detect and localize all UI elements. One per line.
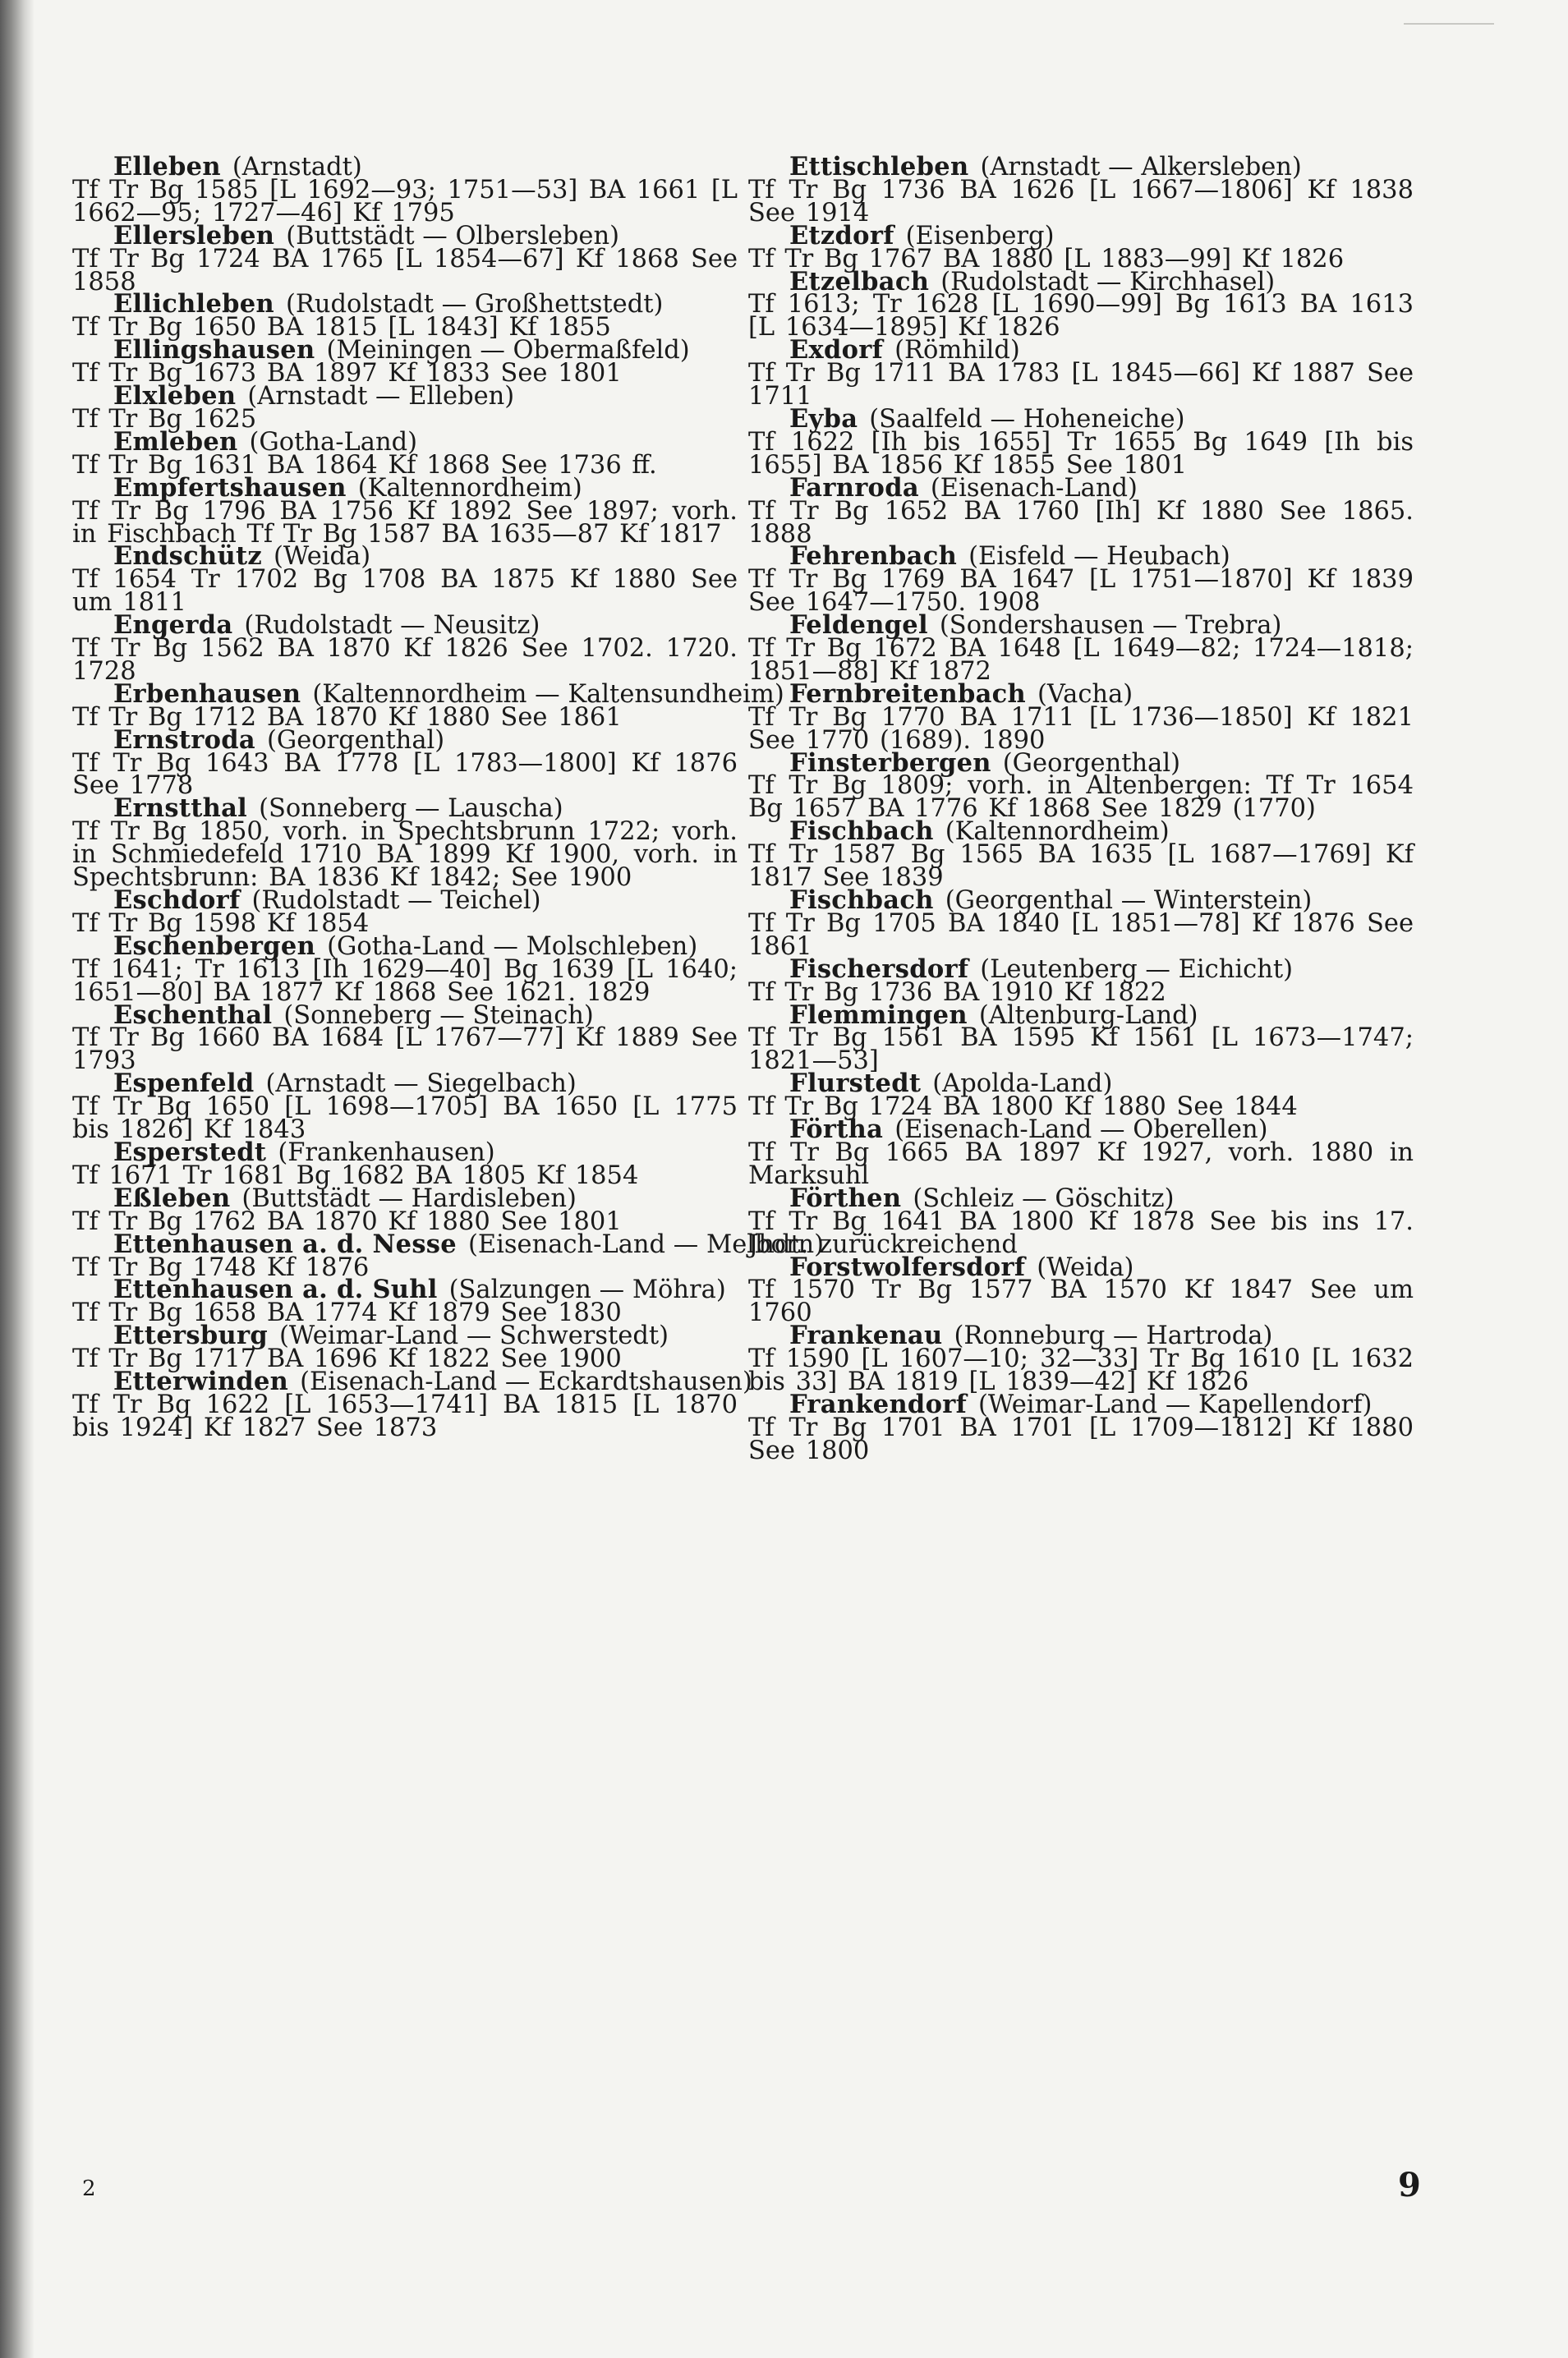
record-details: Tf Tr Bg 1673 BA 1897 Kf 1833 See 1801 xyxy=(72,359,622,388)
place-name: Ellersleben xyxy=(113,220,275,251)
place-region: (Altenburg-Land) xyxy=(978,1000,1198,1030)
place-name: Eschenthal xyxy=(113,1000,273,1030)
gazetteer-entry xyxy=(72,724,738,801)
place-region: (Leutenberg — Eichicht) xyxy=(980,954,1294,984)
record-details: Tf Tr Bg 1809; vorh. in Altenbergen: Tf Tr 1654 Bg 1657 BA 1776 Kf 1868 See 1829 (1770) xyxy=(748,771,1414,824)
record-details: Tf Tr Bg 1622 [L 1653—1741] BA 1815 [L 1870 bis 1924] Kf 1827 See 1873 xyxy=(72,1390,738,1442)
place-name: Frankendorf xyxy=(789,1389,967,1419)
record-details: Tf 1641; Tr 1613 [Ih 1629—40] Bg 1639 [L 1640; 1651—80] BA 1877 Kf 1868 See 1621. 1829 xyxy=(72,954,738,1007)
gazetteer-entry xyxy=(748,266,1414,342)
place-name: Ettersburg xyxy=(113,1321,268,1351)
place-region: (Georgenthal) xyxy=(266,725,445,755)
gazetteer-entry xyxy=(72,472,738,549)
record-details: Tf Tr Bg 1598 Kf 1854 xyxy=(72,908,370,938)
place-region: (Georgenthal — Winterstein) xyxy=(945,886,1313,915)
record-details: Tf 1613; Tr 1628 [L 1690—99] Bg 1613 BA 1613 [L 1634—1895] Kf 1826 xyxy=(748,290,1414,342)
gazetteer-entry xyxy=(72,335,738,388)
place-region: (Arnstadt — Siegelbach) xyxy=(265,1069,577,1099)
gazetteer-entry xyxy=(72,1137,738,1190)
gazetteer-entry xyxy=(72,1069,738,1145)
gazetteer-entry xyxy=(72,678,784,732)
place-name: Etterwinden xyxy=(113,1367,289,1397)
record-details: Tf Tr Bg 1748 Kf 1876 xyxy=(72,1253,370,1282)
place-name: Ettischleben xyxy=(789,152,969,182)
gazetteer-entry xyxy=(748,1069,1414,1122)
place-name: Ettenhausen a. d. Nesse xyxy=(113,1229,457,1259)
gazetteer-entry xyxy=(72,1000,738,1076)
gazetteer-entry xyxy=(72,1321,738,1374)
place-name: Fischbach xyxy=(789,816,934,847)
right-column xyxy=(748,152,1414,1465)
place-region: (Weida) xyxy=(1037,1253,1134,1282)
place-region: (Arnstadt — Alkersleben) xyxy=(980,153,1302,182)
place-name: Fischersdorf xyxy=(789,954,969,984)
gazetteer-entry xyxy=(748,747,1414,824)
place-name: Espenfeld xyxy=(113,1069,255,1099)
place-name: Erbenhausen xyxy=(113,678,301,709)
place-region: (Eisenach-Land — Melborn) xyxy=(467,1230,825,1259)
gazetteer-entry xyxy=(748,1115,1414,1190)
gazetteer-entry xyxy=(72,1183,738,1236)
gazetteer-entry xyxy=(748,220,1414,273)
place-region: (Saalfeld — Hoheneiche) xyxy=(869,404,1185,434)
record-details: Tf Tr Bg 1762 BA 1870 Kf 1880 See 1801 xyxy=(72,1207,622,1236)
record-details: Tf Tr Bg 1769 BA 1647 [L 1751—1870] Kf 1839 See 1647—1750. 1908 xyxy=(748,565,1414,618)
printer-signature: 2 xyxy=(82,2176,96,2201)
place-region: (Kaltennordheim) xyxy=(945,817,1170,847)
gazetteer-entry xyxy=(72,793,738,893)
place-name: Feldengel xyxy=(789,610,928,641)
gazetteer-entry xyxy=(748,152,1414,228)
place-name: Exdorf xyxy=(789,335,884,365)
place-name: Förtha xyxy=(789,1115,884,1145)
place-name: Ettenhausen a. d. Suhl xyxy=(113,1275,438,1305)
record-details: Tf Tr Bg 1665 BA 1897 Kf 1927, vorh. 1880 in Marksuhl xyxy=(748,1138,1414,1190)
place-region: (Eisfeld — Heubach) xyxy=(968,542,1230,572)
gazetteer-entry xyxy=(72,220,738,296)
record-details: Tf Tr Bg 1736 BA 1626 [L 1667—1806] Kf 1838 See 1914 xyxy=(748,175,1414,228)
place-region: (Vacha) xyxy=(1037,679,1133,709)
place-name: Elxleben xyxy=(113,381,237,411)
gazetteer-entry xyxy=(748,1183,1414,1259)
place-region: (Sondershausen — Trebra) xyxy=(939,611,1282,641)
gazetteer-entry xyxy=(72,152,738,228)
gazetteer-entry xyxy=(72,1367,752,1442)
place-region: (Salzungen — Möhra) xyxy=(448,1276,726,1305)
gazetteer-entry xyxy=(72,289,738,342)
gazetteer-entry xyxy=(748,610,1414,686)
place-name: Förthen xyxy=(789,1183,902,1213)
place-name: Ellichleben xyxy=(113,289,274,319)
record-details: Tf Tr Bg 1585 [L 1692—93; 1751—53] BA 1661 [L 1662—95; 1727—46] Kf 1795 xyxy=(72,175,738,228)
record-details: Tf Tr Bg 1641 BA 1800 Kf 1878 See bis ins 17. Jhdt. zurückreichend xyxy=(748,1207,1414,1259)
place-region: (Frankenhausen) xyxy=(278,1138,495,1167)
gazetteer-entry xyxy=(748,1252,1414,1328)
place-region: (Arnstadt) xyxy=(232,153,362,182)
place-name: Ernstthal xyxy=(113,793,248,824)
gazetteer-entry xyxy=(748,335,1414,411)
gazetteer-entry xyxy=(72,426,738,480)
record-details: Tf Tr Bg 1701 BA 1701 [L 1709—1812] Kf 1880 See 1800 xyxy=(748,1413,1414,1465)
record-details: Tf Tr Bg 1770 BA 1711 [L 1736—1850] Kf 1821 See 1770 (1689). 1890 xyxy=(748,702,1414,755)
record-details: Tf Tr Bg 1562 BA 1870 Kf 1826 See 1702. 1720. 1728 xyxy=(72,634,738,686)
record-details: Tf Tr Bg 1650 BA 1815 [L 1843] Kf 1855 xyxy=(72,313,611,342)
place-name: Esperstedt xyxy=(113,1137,267,1167)
place-region: (Georgenthal) xyxy=(1002,748,1180,778)
gazetteer-entry xyxy=(72,541,738,618)
record-details: Tf 1590 [L 1607—10; 32—33] Tr Bg 1610 [L 1632 bis 33] BA 1819 [L 1839—42] Kf 1826 xyxy=(748,1344,1414,1397)
place-name: Etzdorf xyxy=(789,220,894,251)
place-region: (Kaltennordheim) xyxy=(357,473,582,503)
record-details: Tf Tr Bg 1767 BA 1880 [L 1883—99] Kf 1826 xyxy=(748,244,1345,273)
place-region: (Eisenach-Land) xyxy=(930,473,1138,503)
record-details: Tf Tr Bg 1658 BA 1774 Kf 1879 See 1830 xyxy=(72,1299,622,1328)
place-region: (Meiningen — Obermaßfeld) xyxy=(326,336,690,365)
place-region: (Weimar-Land — Schwerstedt) xyxy=(278,1321,669,1351)
place-region: (Sonneberg — Steinach) xyxy=(283,1000,594,1030)
place-name: Eyba xyxy=(789,403,858,434)
place-name: Fernbreitenbach xyxy=(789,678,1027,709)
place-region: (Buttstädt — Olbersleben) xyxy=(286,221,619,251)
gazetteer-entry xyxy=(72,610,738,686)
record-details: Tf Tr Bg 1631 BA 1864 Kf 1868 See 1736 ff. xyxy=(72,450,657,480)
place-region: (Ronneburg — Hartroda) xyxy=(954,1321,1273,1351)
record-details: Tf 1570 Tr Bg 1577 BA 1570 Kf 1847 See um 1760 xyxy=(748,1276,1414,1328)
page-number: 9 xyxy=(1398,2166,1421,2204)
place-region: (Arnstadt — Elleben) xyxy=(247,382,515,411)
place-region: (Sonneberg — Lauscha) xyxy=(259,794,563,824)
gazetteer-entry xyxy=(72,931,738,1007)
record-details: Tf Tr Bg 1796 BA 1756 Kf 1892 See 1897; vorh. in Fischbach Tf Tr Bg 1587 BA 1635—87 Kf 1817 xyxy=(72,496,738,549)
record-details: Tf Tr Bg 1652 BA 1760 [Ih] Kf 1880 See 1865. 1888 xyxy=(748,496,1414,549)
record-details: Tf Tr Bg 1712 BA 1870 Kf 1880 See 1861 xyxy=(72,702,622,732)
place-region: (Gotha-Land) xyxy=(249,427,418,457)
place-name: Flurstedt xyxy=(789,1069,922,1099)
gazetteer-entry xyxy=(748,541,1414,618)
place-name: Flemmingen xyxy=(789,1000,968,1030)
place-region: (Rudolstadt — Kirchhasel) xyxy=(940,267,1276,296)
record-details: Tf Tr Bg 1650 [L 1698—1705] BA 1650 [L 1775 bis 1826] Kf 1843 xyxy=(72,1092,738,1145)
record-details: Tf 1671 Tr 1681 Bg 1682 BA 1805 Kf 1854 xyxy=(72,1161,639,1190)
record-details: Tf Tr Bg 1660 BA 1684 [L 1767—77] Kf 1889 See 1793 xyxy=(72,1023,738,1076)
gazetteer-entry xyxy=(748,954,1414,1007)
record-details: Tf 1654 Tr 1702 Bg 1708 BA 1875 Kf 1880 See um 1811 xyxy=(72,565,738,618)
place-name: Fehrenbach xyxy=(789,541,958,572)
gazetteer-entry xyxy=(748,885,1414,961)
gazetteer-entry xyxy=(748,678,1414,755)
place-region: (Römhild) xyxy=(894,336,1020,365)
gazetteer-entry xyxy=(748,472,1414,549)
place-name: Eschenbergen xyxy=(113,931,316,961)
place-name: Elleben xyxy=(113,152,221,182)
record-details: Tf Tr Bg 1736 BA 1910 Kf 1822 xyxy=(748,977,1166,1007)
record-details: Tf Tr Bg 1561 BA 1595 Kf 1561 [L 1673—1747; 1821—53] xyxy=(748,1023,1414,1076)
place-region: (Rudolstadt — Teichel) xyxy=(251,886,541,915)
record-details: Tf 1622 [Ih bis 1655] Tr 1655 Bg 1649 [Ih bis 1655] BA 1856 Kf 1855 See 1801 xyxy=(748,427,1414,480)
place-region: (Eisenach-Land — Oberellen) xyxy=(894,1115,1268,1145)
binding-edge xyxy=(0,0,34,2358)
place-region: (Eisenach-Land — Eckardtshausen) xyxy=(300,1367,752,1397)
record-details: Tf Tr Bg 1711 BA 1783 [L 1845—66] Kf 1887 See 1711 xyxy=(748,359,1414,411)
record-details: Tf Tr Bg 1672 BA 1648 [L 1649—82; 1724—1818; 1851—88] Kf 1872 xyxy=(748,634,1414,686)
place-region: (Rudolstadt — Neusitz) xyxy=(244,611,540,641)
gazetteer-entry xyxy=(748,1000,1414,1076)
place-name: Finsterbergen xyxy=(789,747,991,778)
place-region: (Kaltennordheim — Kaltensundheim) xyxy=(312,679,784,709)
place-name: Etzelbach xyxy=(789,266,930,296)
place-region: (Eisenberg) xyxy=(905,221,1055,251)
record-details: Tf Tr Bg 1643 BA 1778 [L 1783—1800] Kf 1876 See 1778 xyxy=(72,748,738,801)
place-name: Engerda xyxy=(113,610,233,641)
place-region: (Weida) xyxy=(273,542,371,572)
gazetteer-entry xyxy=(72,1275,738,1328)
place-name: Eßleben xyxy=(113,1183,231,1213)
gazetteer-entry xyxy=(72,1229,825,1282)
place-name: Farnroda xyxy=(789,472,919,503)
place-region: (Schleiz — Göschitz) xyxy=(913,1184,1175,1213)
gazetteer-entry xyxy=(72,381,738,434)
place-name: Endschütz xyxy=(113,541,262,572)
record-details: Tf Tr Bg 1717 BA 1696 Kf 1822 See 1900 xyxy=(72,1344,622,1374)
place-name: Eschdorf xyxy=(113,885,241,915)
gazetteer-entry xyxy=(748,1321,1414,1397)
place-region: (Apolda-Land) xyxy=(932,1069,1113,1099)
place-name: Empfertshausen xyxy=(113,472,347,503)
place-name: Frankenau xyxy=(789,1321,943,1351)
record-details: Tf Tr Bg 1625 xyxy=(72,404,257,434)
record-details: Tf Tr Bg 1850, vorh. in Spechtsbrunn 1722; vorh. in Schmiedefeld 1710 BA 1899 Kf 1900, vorh. in Spechtsbrunn: BA 1836 Kf 1842; See 1900 xyxy=(72,817,738,893)
place-name: Fischbach xyxy=(789,885,934,915)
place-region: (Gotha-Land — Molschleben) xyxy=(327,931,698,961)
place-name: Ellingshausen xyxy=(113,335,315,365)
place-name: Emleben xyxy=(113,426,238,457)
place-region: (Rudolstadt — Großhettstedt) xyxy=(285,290,664,319)
record-details: Tf Tr Bg 1705 BA 1840 [L 1851—78] Kf 1876 See 1861 xyxy=(748,908,1414,961)
gazetteer-entry xyxy=(748,816,1414,893)
gazetteer-entry xyxy=(748,403,1414,480)
header-rule xyxy=(1404,23,1494,25)
place-region: (Weimar-Land — Kapellendorf) xyxy=(978,1390,1373,1419)
gazetteer-entry xyxy=(72,885,738,938)
place-region: (Buttstädt — Hardisleben) xyxy=(241,1184,577,1213)
place-name: Ernstroda xyxy=(113,724,255,755)
record-details: Tf Tr 1587 Bg 1565 BA 1635 [L 1687—1769] Kf 1817 See 1839 xyxy=(748,840,1414,893)
gazetteer-entry xyxy=(748,1389,1414,1465)
record-details: Tf Tr Bg 1724 BA 1800 Kf 1880 See 1844 xyxy=(748,1092,1298,1122)
place-name: Forstwolfersdorf xyxy=(789,1252,1026,1282)
record-details: Tf Tr Bg 1724 BA 1765 [L 1854—67] Kf 1868 See 1858 xyxy=(72,244,738,296)
